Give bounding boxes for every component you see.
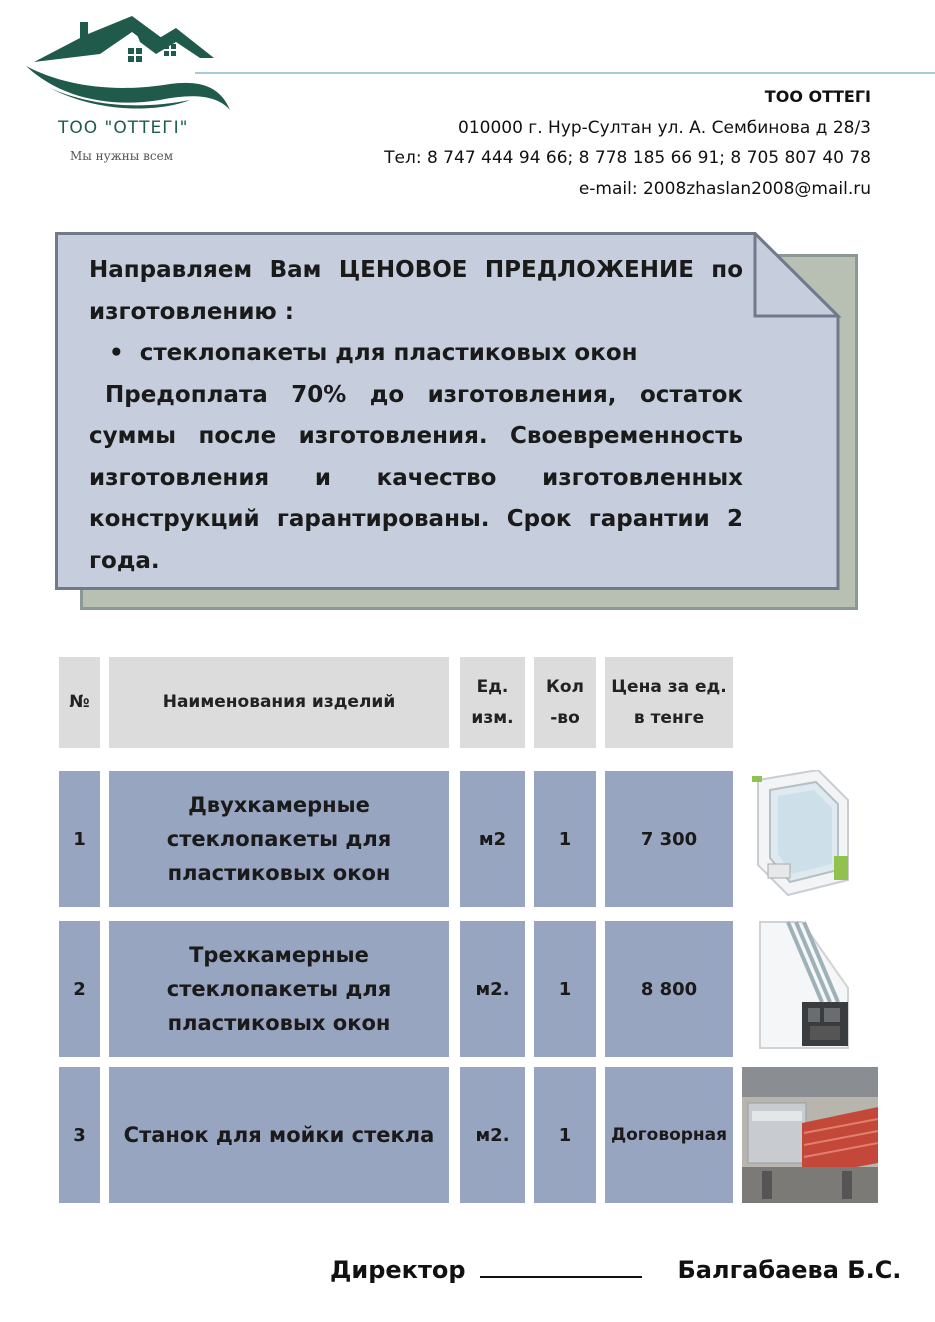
row-num: 2 <box>59 921 100 1057</box>
company-address: 010000 г. Нур-Султан ул. А. Сембинова д 28/3 <box>458 117 871 138</box>
row-price: 8 800 <box>605 921 733 1057</box>
row-price: Договорная <box>605 1067 733 1203</box>
row-qty: 1 <box>534 921 596 1057</box>
company-email: e-mail: 2008zhaslan2008@mail.ru <box>578 178 871 199</box>
signature-name: Балгабаева Б.С. <box>677 1256 902 1284</box>
company-name: ТОО ОТТЕГІ <box>764 87 871 106</box>
row-unit: м2. <box>460 1067 525 1203</box>
offer-bullet: • стеклопакеты для пластиковых окон <box>89 333 743 375</box>
row-name: Трехкамерные стеклопакеты для пластиковых окон <box>109 921 449 1057</box>
header-name: Наименования изделий <box>109 657 449 748</box>
row-num: 3 <box>59 1067 100 1203</box>
row-name: Станок для мойки стекла <box>109 1067 449 1203</box>
header-unit: Ед. изм. <box>460 657 525 748</box>
row-unit: м2 <box>460 771 525 907</box>
header-num: № <box>59 657 100 748</box>
contact-block <box>384 82 871 204</box>
signature-line <box>330 1256 901 1284</box>
header-divider <box>195 72 935 74</box>
row-name: Двухкамерные стеклопакеты для пластиковых окон <box>109 771 449 907</box>
signature-blank <box>480 1256 642 1278</box>
washing-machine-image <box>742 1067 878 1203</box>
offer-terms: Предоплата 70% до изготовления, остаток суммы после изготовления. Своевременность изготовления и качество изготовленных конструкций гарантированы. Срок гарантии 2 года. <box>89 381 743 574</box>
row-num: 1 <box>59 771 100 907</box>
row-qty: 1 <box>534 1067 596 1203</box>
window-profile-image <box>748 770 868 900</box>
row-price: 7 300 <box>605 771 733 907</box>
house-logo-icon <box>20 14 240 124</box>
logo-slogan: Мы нужны всем <box>70 149 174 163</box>
company-phones: Тел: 8 747 444 94 66; 8 778 185 66 91; 8 705 807 40 78 <box>384 148 871 168</box>
row-qty: 1 <box>534 771 596 907</box>
header-qty: Кол -во <box>534 657 596 748</box>
offer-note <box>55 232 840 590</box>
company-logo <box>20 14 240 174</box>
offer-text <box>89 250 743 582</box>
offer-intro: Направляем Вам ЦЕНОВОЕ ПРЕДЛОЖЕНИЕ по изготовлению : <box>89 257 743 325</box>
window-profile-image <box>752 918 872 1054</box>
signature-title: Директор <box>330 1256 466 1284</box>
row-unit: м2. <box>460 921 525 1057</box>
header-price: Цена за ед. в тенге <box>605 657 733 748</box>
logo-company-name: ТОО "ОТТЕГІ" <box>58 118 189 138</box>
